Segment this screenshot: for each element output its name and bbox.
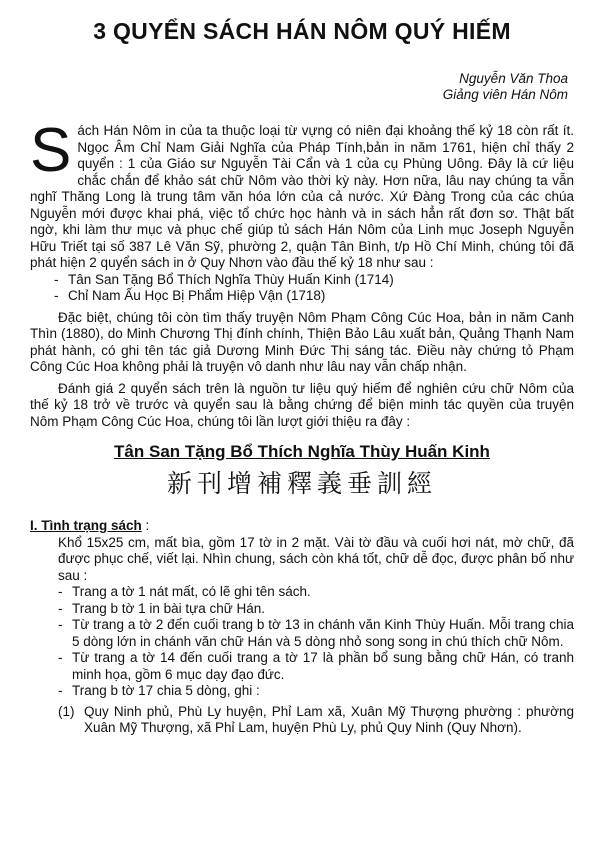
author-role: Giảng viên Hán Nôm xyxy=(442,87,568,102)
intro-paragraph xyxy=(30,116,574,272)
paragraph-evaluation: Đánh giá 2 quyển sách trên là nguồn tư liệu quý hiếm để nghiên cứu chữ Nôm của thế kỷ 18 trở về trước và quyển sau là bằng chứng để biện minh tác quyền của truyện Nôm Phạm Công Cúc Hoa, chúng tôi lần lượt giới thiệu ra đây : xyxy=(30,380,574,429)
list-item: - Tân San Tặng Bổ Thích Nghĩa Thùy Huấn Kinh (1714) xyxy=(54,272,574,289)
list-item: - Trang b tờ 1 in bài tựa chữ Hán. xyxy=(58,601,574,618)
list-item: - Từ trang a tờ 2 đến cuối trang b tờ 13 in chánh văn Kinh Thùy Huấn. Mỗi trang chia 5 dòng lớn in chánh văn chữ Hán và 5 dòng nhỏ song song in chú thích chữ Nôm. xyxy=(58,617,574,650)
list-item: - Trang a tờ 1 nát mất, có lẽ ghi tên sách. xyxy=(58,584,574,601)
list-item: - Từ trang a tờ 14 đến cuối trang a tờ 17 là phần bổ sung bằng chữ Hán, có tranh minh họa, gồm 6 mục dạy đạo đức. xyxy=(58,650,574,683)
numbered-note xyxy=(30,704,574,737)
author-block xyxy=(30,71,568,103)
section-heading xyxy=(30,518,574,535)
page-layout-list xyxy=(30,584,574,700)
note-text: Quy Ninh phủ, Phù Ly huyện, Phỉ Lam xã, Xuân Mỹ Thượng phường : phường Xuân Mỹ Thượng, xã Phỉ Lam, huyện Phù Ly, phủ Quy Ninh (Quy Nhơn). xyxy=(84,703,574,735)
book-heading: Tân San Tặng Bổ Thích Nghĩa Thùy Huấn Kinh xyxy=(114,442,490,461)
document-title: 3 QUYỂN SÁCH HÁN NÔM QUÝ HIẾM xyxy=(93,18,511,44)
section-label: I. Tình trạng sách xyxy=(30,518,142,533)
paragraph-pham-cong: Đặc biệt, chúng tôi còn tìm thấy truyện Nôm Phạm Công Cúc Hoa, bản in năm Canh Thìn (1880), do Minh Chương Thị đính chính, Thiện Bảo Lâu xuất bản, Quảng Thạnh Nam phát hành, có ghi tên tác giả Dương Minh Đức Thị sáng tác. Điều này chứng tỏ Phạm Công Cúc Hoa không phải là truyện vô danh như lâu nay vẫn chấp nhận. xyxy=(30,309,574,374)
book-heading-han: 新刊增補釋義垂訓經 xyxy=(166,469,437,498)
book-list xyxy=(30,272,574,305)
author-name: Nguyễn Văn Thoa xyxy=(459,71,568,86)
section-description: Khổ 15x25 cm, mất bìa, gồm 17 tờ in 2 mặt. Vài tờ đầu và cuối hơi nát, mờ chữ, đã được phục chế, viết lại. Nhìn chung, sách còn khá tốt, chữ dễ đọc, được phân bố như sau : xyxy=(58,534,574,583)
intro-text: ách Hán Nôm in của ta thuộc loại từ vựng có niên đại khoảng thế kỷ 18 còn rất ít. Ngọc Âm Chỉ Nam Giải Nghĩa của Pháp Tính,bản in năm 1761, hiện chỉ thấy 2 quyển : 1 của Giáo sư Nguyễn Tài Cẩn và 1 của cụ Phùng Uông. Đây là cứ liệu chắc chắn để khảo sát chữ Nôm vào thời kỳ này. Hơn nữa, lâu nay chúng ta vẫn nghĩ Thăng Long là trung tâm văn hóa lớn của cả nước. Xứ Đàng Trong của các chúa Nguyễn mới được khai phá, việc tổ chức học hành và in sách hẳn rất đơn sơ. Thật bất ngờ, khi làm thư mục và phục chế giúp tủ sách Hán Nôm của Linh mục Joseph Nguyễn Hữu Triết tại số 387 Lê Văn Sỹ, phường 2, quận Tân Bình, t/p Hồ Chí Minh, chúng tôi đã phát hiện 2 quyển sách in ở Quy Nhơn vào đầu thế kỷ 18 như sau : xyxy=(30,123,574,270)
note-number: (1) xyxy=(58,703,75,719)
section-colon: : xyxy=(141,518,150,533)
list-item: - Chỉ Nam Ấu Học Bị Phẩm Hiệp Vận (1718) xyxy=(54,288,574,305)
drop-cap: S xyxy=(30,116,72,185)
list-item: - Trang b tờ 17 chia 5 dòng, ghi : xyxy=(58,683,574,700)
